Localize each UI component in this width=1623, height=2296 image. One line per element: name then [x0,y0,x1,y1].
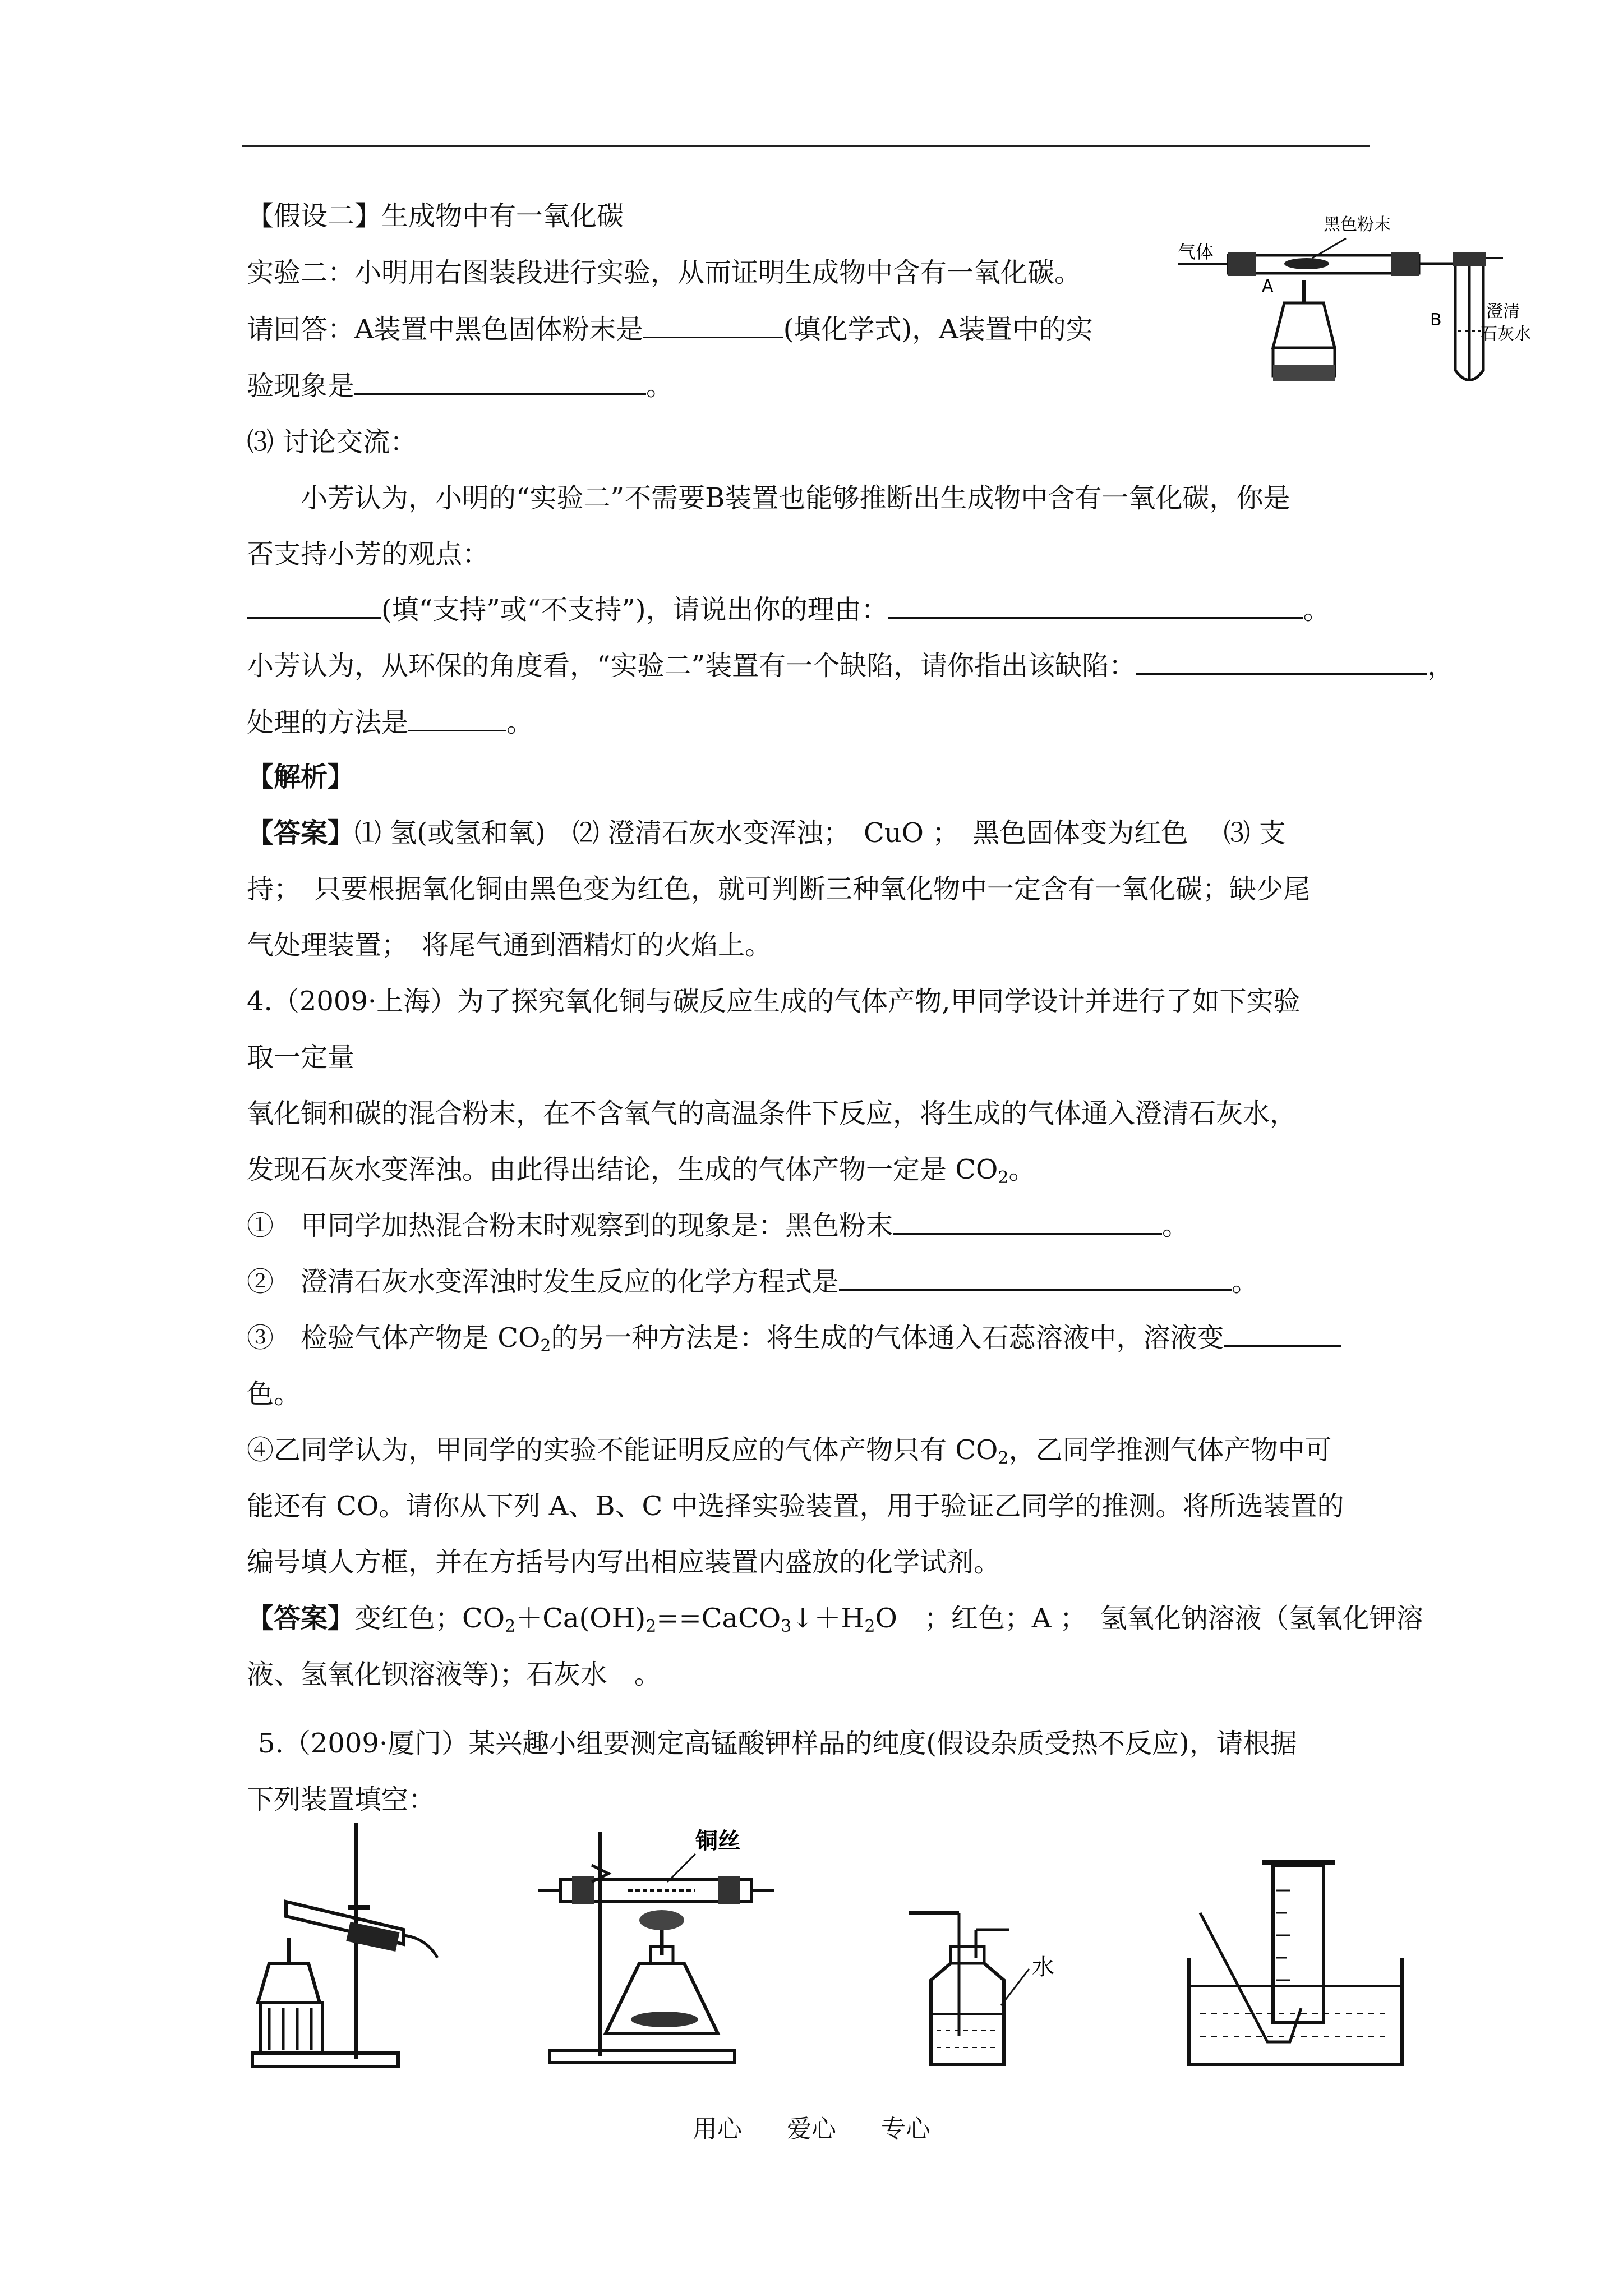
footer-word: 用心 [693,2115,742,2143]
limewater-label-1: 澄清 [1486,302,1520,321]
text: ==CaCO [656,1603,781,1634]
black-powder-label: 黑色粉末 [1324,215,1391,234]
text: 验现象是 [247,370,355,402]
question-5-text: 下列装置填空： [247,1784,436,1815]
question-5: 5.（2009·厦门）某兴趣小组要测定高锰酸钾样品的纯度(假设杂质受热不反应)，请根据 [258,1728,1297,1759]
text: 。 [1303,594,1330,625]
answer-label: 【答案】 [247,1603,355,1634]
hypothesis-two: 【假设二】生成物中有一氧化碳 [247,200,624,232]
sub-question-1 [247,1209,1189,1243]
text: ① 甲同学加热混合粉末时观察到的现象是：黑色粉末 [247,1210,893,1241]
subscript: 2 [645,1617,657,1636]
text: ⑴ 氢(或氢和氧) ⑵ 澄清石灰水变浑浊； CuO ； 黑色固体变为红色 ⑶ 支 [354,817,1286,849]
answer-text: 持； 只要根据氧化铜由黑色变为红色，就可判断三种氧化物中一定含有一氧化碳；缺少尾 [247,873,1311,905]
gas-label: 气体 [1178,241,1214,263]
answer-blank[interactable] [888,593,1303,619]
sub-question-3 [247,1321,1341,1355]
sub-question-2 [247,1265,1258,1299]
subscript: 2 [540,1336,551,1356]
text: 。 [506,707,534,738]
discussion-text: 小芳认为，小明的“实验二”不需要B装置也能够推断出生成物中含有一氧化碳，你是 [301,482,1290,514]
a-label: A [1262,277,1274,296]
text: (填化学式)，A装置中的实 [783,314,1093,345]
question-4-text [247,1153,1035,1186]
footer-word: 专心 [881,2115,930,2143]
text: 请回答：A装置中黑色固体粉末是 [247,314,643,345]
answer-blank[interactable] [1136,650,1427,675]
text: 变红色；CO [354,1603,505,1634]
answer-blank[interactable] [643,313,783,338]
apparatus-heating-tube [236,1818,471,2076]
limewater-label-2: 石灰水 [1481,324,1531,344]
apparatus-measuring-cylinder [1178,1851,1424,2087]
answer-blank[interactable] [839,1266,1232,1291]
subscript: 2 [998,1448,1009,1468]
answer-blank[interactable] [408,706,506,731]
answer-line [247,816,1286,850]
text: 。 [646,370,674,402]
answer-text: 液、氢氧化钡溶液等)；石灰水 。 [247,1659,661,1690]
answer-label: 【答案】 [247,817,355,849]
phenomenon-line [247,369,673,403]
answer-blank[interactable] [893,1209,1162,1235]
water-label: 水 [1032,1954,1054,1980]
b-label: B [1430,310,1442,330]
copper-wire-label: 铜丝 [695,1828,740,1854]
text: ③ 检验气体产物是 CO [247,1322,541,1354]
text: 发现石灰水变浑浊。由此得出结论，生成的气体产物一定是 CO [247,1154,998,1185]
sub-question-4 [247,1433,1331,1467]
support-line [247,593,1330,627]
text: 。 [1008,1154,1036,1185]
answer-blank[interactable] [247,593,381,619]
sub-question-4-text: 编号填人方框，并在方括号内写出相应装置内盛放的化学试剂。 [247,1547,1001,1578]
answer-line-4 [247,1602,1423,1635]
text: ④乙同学认为，甲同学的实验不能证明反应的气体产物只有 CO [247,1434,998,1466]
discussion-heading: ⑶ 讨论交流： [247,426,417,458]
apparatus-copper-tube [527,1820,819,2073]
experiment-two-text: 实验二：小明用右图装段进行实验，从而证明生成物中含有一氧化碳。 [247,257,1082,288]
question-4-text: 氧化铜和碳的混合粉末，在不含氧气的高温条件下反应，将生成的气体通入澄清石灰水， [247,1098,1297,1129]
text: ， [1427,650,1455,682]
question-4: 4.（2009·上海）为了探究氧化铜与碳反应生成的气体产物,甲同学设计并进行了如下实验 [247,986,1301,1017]
text: (填“支持”或“不支持”)，请说出你的理由： [381,594,888,625]
subscript: 2 [505,1617,516,1636]
answer-text: 气处理装置； 将尾气通到酒精灯的火焰上。 [247,930,772,961]
sub-question-4-text: 能还有 CO。请你从下列 A、B、C 中选择实验装置，用于验证乙同学的推测。将所选装置的 [247,1490,1344,1522]
sub-question-3-text: 色。 [247,1378,301,1410]
text: ↓＋H [791,1603,865,1634]
answer-blank[interactable] [1224,1322,1341,1347]
text: ＋Ca(OH) [515,1603,646,1634]
method-line [247,706,533,739]
defect-line [247,649,1454,683]
text: ② 澄清石灰水变浑浊时发生反应的化学方程式是 [247,1266,840,1297]
analysis-heading: 【解析】 [247,761,355,793]
question-line [247,312,1093,346]
text: 的另一种方法是：将生成的气体通入石蕊溶液中，溶液变 [551,1322,1224,1354]
text: 。 [1162,1210,1189,1241]
text: 。 [1232,1266,1259,1297]
subscript: 2 [864,1617,875,1636]
footer-word: 爱心 [787,2115,836,2143]
apparatus-water-bottle [897,1896,1077,2076]
text: 小芳认为，从环保的角度看，“实验二”装置有一个缺陷，请你指出该缺陷： [247,650,1136,682]
answer-blank[interactable] [354,370,646,395]
subscript: 2 [998,1168,1009,1188]
discussion-text: 否支持小芳的观点： [247,539,490,570]
apparatus-figure-co [1166,202,1531,393]
text: 处理的方法是 [247,707,409,738]
text: ，乙同学推测气体产物中可 [1008,1434,1332,1466]
header-rule [242,145,1370,147]
question-4-text: 取一定量 [247,1042,355,1073]
page-footer [0,2114,1623,2145]
text: O ；红色；A ； 氢氧化钠溶液（氢氧化钾溶 [875,1603,1423,1634]
subscript: 3 [781,1617,792,1636]
